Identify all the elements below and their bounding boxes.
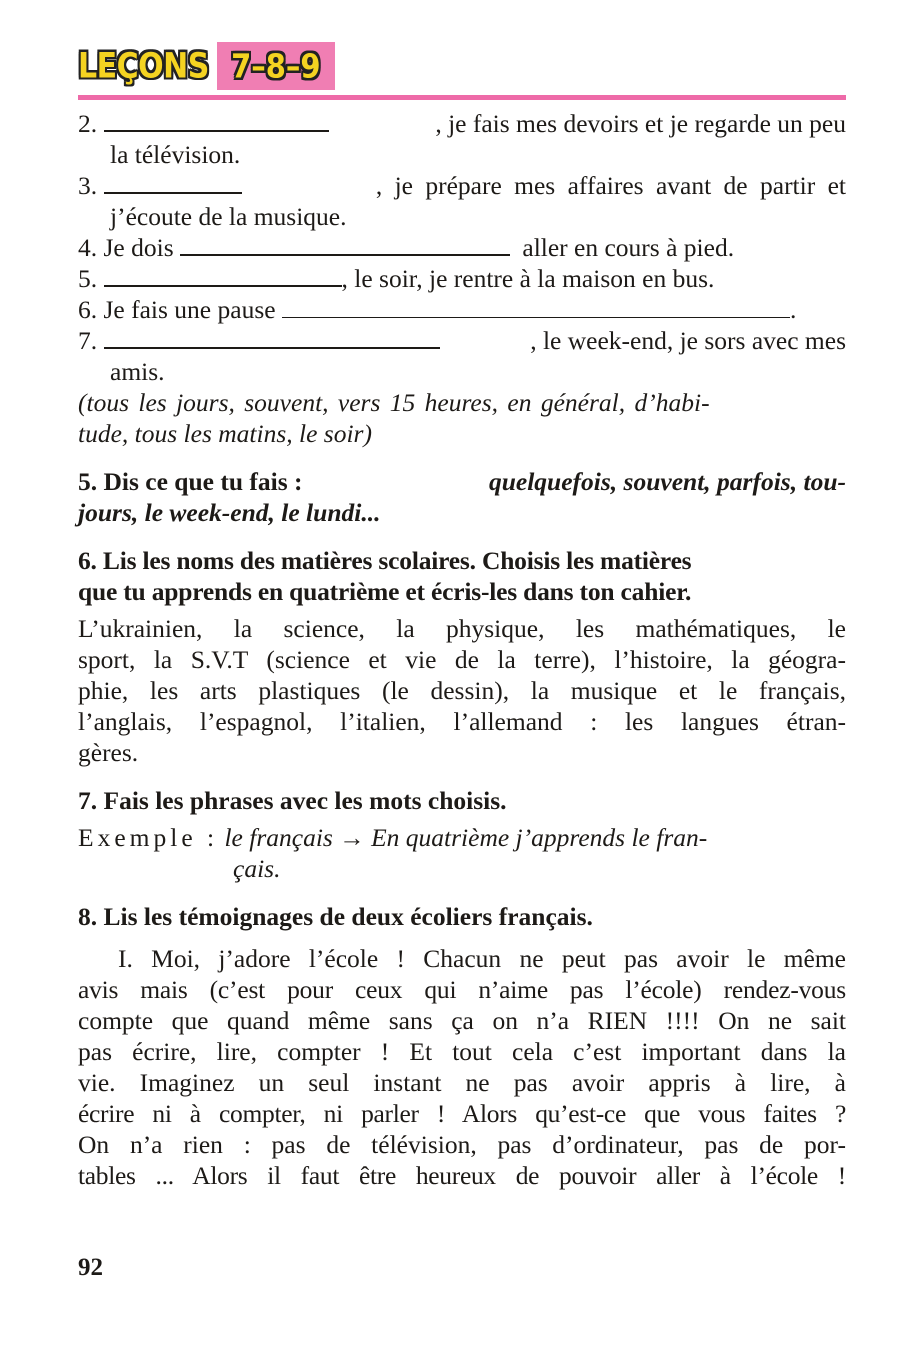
fill-blank[interactable] bbox=[104, 170, 242, 194]
paragraph-line: L’ukrainien, la science, la physique, les mathématiques, le bbox=[78, 614, 846, 643]
paragraph-line: tables ... Alors il faut être heureux de pouvoir aller à l’école ! bbox=[78, 1161, 846, 1190]
exercise-6-paragraph bbox=[78, 613, 846, 768]
exercise-item-4 bbox=[78, 232, 846, 263]
paragraph-line: pas écrire, lire, compter ! Et tout cela c’est important dans la bbox=[78, 1037, 846, 1066]
item-number: 4. bbox=[78, 233, 98, 262]
exercise-item-7 bbox=[78, 325, 846, 356]
exercise-6-title: que tu apprends en quatrième et écris-les dans ton cahier. bbox=[78, 577, 692, 606]
example-line bbox=[78, 822, 846, 853]
exercise-8-title: 8. Lis les témoignages de deux écoliers français. bbox=[78, 902, 593, 931]
example-text: le français → En quatrième j’apprends le fran- bbox=[224, 823, 708, 852]
exercise-item-2 bbox=[78, 108, 846, 139]
fill-blank[interactable] bbox=[282, 295, 790, 318]
hint-line: tude, tous les matins, le soir) bbox=[78, 419, 372, 448]
item-text: , le soir, je rentre à la maison en bus. bbox=[341, 264, 715, 293]
fill-blank[interactable] bbox=[104, 108, 329, 132]
paragraph-line: I. Moi, j’adore l’école ! Chacun ne peut pas avoir le même bbox=[118, 944, 846, 973]
item-number: 5. bbox=[78, 264, 98, 293]
exercise-7-title: 7. Fais les phrases avec les mots choisis. bbox=[78, 786, 507, 815]
paragraph-line: sport, la S.V.T (science et vie de la terre), l’histoire, la géogra- bbox=[78, 645, 846, 674]
lesson-number-badge bbox=[217, 42, 335, 90]
item-text: , je prépare mes affaires avant de partir et bbox=[375, 171, 846, 200]
exercise-5-words: jours, le week-end, le lundi... bbox=[78, 498, 381, 527]
paragraph-line: vie. Imaginez un seul instant ne pas avoir appris à lire, à bbox=[78, 1068, 846, 1097]
lesson-title: LEÇONS bbox=[78, 45, 209, 87]
paragraph-line: avis mais (c’est pour ceux qui n’aime pas l’école) rendez-vous bbox=[78, 975, 846, 1004]
example-label: Exemple : bbox=[78, 823, 219, 852]
item-number: 6. bbox=[78, 295, 98, 324]
exercise-item-5 bbox=[78, 263, 846, 294]
item-text: Je fais une pause bbox=[103, 295, 276, 324]
paragraph-line: gères. bbox=[78, 738, 139, 767]
fill-blank[interactable] bbox=[104, 325, 440, 349]
item-continuation: la télévision. bbox=[110, 140, 241, 169]
exercise-item-3 bbox=[78, 170, 846, 201]
lesson-number: 7–8–9 bbox=[231, 46, 321, 86]
item-text: Je dois bbox=[103, 233, 174, 262]
paragraph-line: On n’a rien : pas de télévision, pas d’ordinateur, pas de por- bbox=[78, 1130, 846, 1159]
page-content bbox=[78, 108, 846, 1191]
paragraph-line: compte que quand même sans ça on n’a RIEN !!!! On ne sait bbox=[78, 1006, 846, 1035]
item-number: 2. bbox=[78, 109, 98, 138]
fill-blank[interactable] bbox=[180, 232, 510, 256]
fill-blank[interactable] bbox=[104, 263, 342, 287]
item-continuation: amis. bbox=[110, 357, 165, 386]
paragraph-line: écrire ni à compter, ni parler ! Alors qu’est-ce que vous faites ? bbox=[78, 1099, 846, 1128]
exercise-item-6 bbox=[78, 294, 846, 325]
exercise-5-title bbox=[78, 466, 846, 497]
item-text: aller en cours à pied. bbox=[522, 233, 735, 262]
header-divider bbox=[78, 95, 846, 100]
item-text: , je fais mes devoirs et je regarde un peu bbox=[435, 109, 846, 138]
testimony-paragraph bbox=[78, 943, 846, 1191]
paragraph-line: phie, les arts plastiques (le dessin), la musique et le français, bbox=[78, 676, 846, 705]
item-number: 3. bbox=[78, 171, 98, 200]
exercise-6-title: 6. Lis les noms des matières scolaires. Choisis les matières bbox=[78, 546, 692, 575]
hint-line: (tous les jours, souvent, vers 15 heures, en général, d’habi- bbox=[78, 388, 710, 417]
exercise-5-words: quelquefois, souvent, parfois, tou- bbox=[488, 467, 846, 496]
example-text: çais. bbox=[233, 854, 281, 883]
page-number: 92 bbox=[78, 1254, 103, 1281]
lesson-header bbox=[78, 40, 335, 92]
item-continuation: j’écoute de la musique. bbox=[110, 202, 347, 231]
exercise-5-lead: 5. Dis ce que tu fais : bbox=[78, 467, 303, 496]
item-text: , le week-end, je sors avec mes bbox=[530, 326, 846, 355]
paragraph-line: l’anglais, l’espagnol, l’italien, l’allemand : les langues étran- bbox=[78, 707, 846, 736]
item-text: . bbox=[789, 295, 797, 324]
item-number: 7. bbox=[78, 326, 98, 355]
